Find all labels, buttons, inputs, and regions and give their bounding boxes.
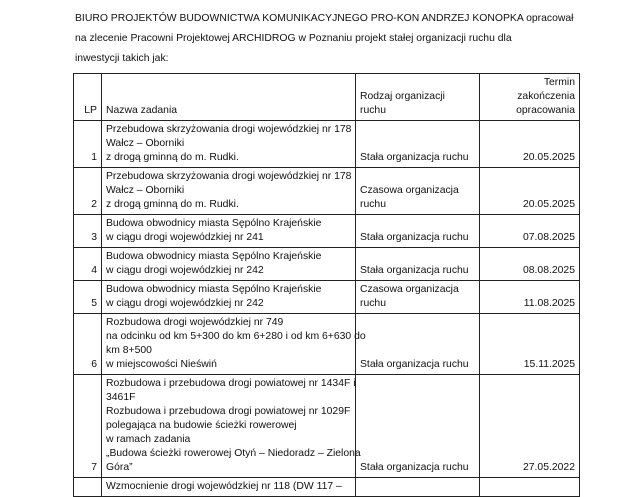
header-date-line: opracowania <box>516 105 575 116</box>
traffic-type-line: Stała organizacja ruchu <box>360 462 469 473</box>
table-row <box>74 121 580 168</box>
row-task-name <box>102 314 366 375</box>
header-type-line: Rodzaj organizacji <box>360 91 445 102</box>
table-row <box>74 281 580 314</box>
table-row <box>74 314 580 375</box>
task-name-line: z drogą gminną do m. Rudki. <box>106 199 239 210</box>
row-lp: 5 <box>74 281 102 314</box>
task-name-line: w ramach zadania <box>106 434 191 445</box>
row-task-name <box>102 215 356 248</box>
row-lp: 1 <box>74 121 102 168</box>
row-task-name <box>102 168 356 215</box>
task-name-line: „Budowa ścieżki rowerowej Otyń – Niedoradz – Zielona <box>106 448 361 459</box>
row-lp <box>74 478 102 497</box>
row-lp: 3 <box>74 215 102 248</box>
row-completion-date: 20.05.2025 <box>480 168 580 215</box>
row-lp: 4 <box>74 248 102 281</box>
header-lp: LP <box>74 74 102 121</box>
row-completion-date: 27.05.2022 <box>480 375 580 478</box>
task-name-line: 3461F <box>106 392 136 403</box>
header-type <box>356 74 480 121</box>
traffic-type-line: Czasowa organizacja <box>360 185 459 196</box>
table-row <box>74 168 580 215</box>
task-name-line: w ciągu drogi wojewódzkiej nr 241 <box>106 232 264 243</box>
row-traffic-type <box>356 281 480 314</box>
task-name-line: Budowa obwodnicy miasta Sępólno Krajeńskie <box>106 218 322 229</box>
row-task-name <box>102 121 356 168</box>
row-task-name <box>102 281 356 314</box>
row-traffic-type <box>356 375 480 478</box>
task-name-line: Budowa obwodnicy miasta Sępólno Krajeńskie <box>106 284 322 295</box>
row-traffic-type <box>356 215 480 248</box>
row-completion-date: 07.08.2025 <box>480 215 580 248</box>
task-name-line: Budowa obwodnicy miasta Sępólno Krajeńskie <box>106 251 322 262</box>
tasks-table <box>73 73 580 497</box>
task-name-line: Rozbudowa drogi wojewódzkiej nr 749 <box>106 317 284 328</box>
row-traffic-type <box>356 248 480 281</box>
task-name-line: w ciągu drogi wojewódzkiej nr 242 <box>106 298 264 309</box>
row-completion-date <box>480 478 580 497</box>
task-name-line: polegająca na budowie ścieżki rowerowej <box>106 420 297 431</box>
row-task-name <box>102 478 356 497</box>
task-name-line: w miejscowości Nieświń <box>106 359 217 370</box>
table-row <box>74 215 580 248</box>
traffic-type-line: Stała organizacja ruchu <box>360 359 469 370</box>
header-date-line: Termin <box>543 77 575 88</box>
task-name-line: Wzmocnienie drogi wojewódzkiej nr 118 (DW 117 – <box>106 481 342 492</box>
task-name-line: Wałcz – Oborniki <box>106 185 185 196</box>
header-date-line: zakończenia <box>517 91 575 102</box>
table-row <box>74 375 580 478</box>
row-traffic-type <box>356 478 480 497</box>
task-name-line: Rozbudowa i przebudowa drogi powiatowej nr 1029F <box>106 406 351 417</box>
header-date <box>480 74 580 121</box>
row-completion-date: 08.08.2025 <box>480 248 580 281</box>
row-traffic-type <box>356 168 480 215</box>
task-name-line: Rozbudowa i przebudowa drogi powiatowej nr 1434F i <box>106 378 356 389</box>
task-name-line: Przebudowa skrzyżowania drogi wojewódzkiej nr 178 <box>106 171 352 182</box>
task-name-line: Wałcz – Oborniki <box>106 138 185 149</box>
task-name-line: Przebudowa skrzyżowania drogi wojewódzkiej nr 178 <box>106 124 352 135</box>
row-traffic-type <box>356 314 480 375</box>
row-lp: 7 <box>74 375 102 478</box>
row-lp: 6 <box>74 314 102 375</box>
traffic-type-line: Stała organizacja ruchu <box>360 152 469 163</box>
task-name-line: na odcinku od km 5+300 do km 6+280 i od km 6+630 do <box>106 331 366 342</box>
row-traffic-type <box>356 121 480 168</box>
traffic-type-line: ruchu <box>360 298 386 309</box>
row-lp: 2 <box>74 168 102 215</box>
table-header-row <box>74 74 580 121</box>
task-name-line: km 8+500 <box>106 345 152 356</box>
header-type-line: ruchu <box>360 105 386 116</box>
intro-paragraph <box>75 9 595 69</box>
traffic-type-line: Stała organizacja ruchu <box>360 232 469 243</box>
table-row <box>74 478 580 497</box>
intro-line: na zlecenie Pracowni Projektowej ARCHIDROG w Poznaniu projekt stałej organizacji ruchu dla <box>75 33 512 44</box>
traffic-type-line: ruchu <box>360 199 386 210</box>
task-name-line: w ciągu drogi wojewódzkiej nr 242 <box>106 265 264 276</box>
header-name: Nazwa zadania <box>102 74 356 121</box>
task-name-line: z drogą gminną do m. Rudki. <box>106 152 239 163</box>
intro-line: inwestycji takich jak: <box>75 53 169 64</box>
row-completion-date: 15.11.2025 <box>480 314 580 375</box>
row-completion-date: 11.08.2025 <box>480 281 580 314</box>
traffic-type-line: Stała organizacja ruchu <box>360 265 469 276</box>
intro-line: BIURO PROJEKTÓW BUDOWNICTWA KOMUNIKACYJNEGO PRO-KON ANDRZEJ KONOPKA opracował <box>75 13 574 24</box>
row-task-name <box>102 375 361 478</box>
row-completion-date: 20.05.2025 <box>480 121 580 168</box>
row-task-name <box>102 248 356 281</box>
task-name-line: Góra” <box>106 462 133 473</box>
table-row <box>74 248 580 281</box>
traffic-type-line: Czasowa organizacja <box>360 284 459 295</box>
